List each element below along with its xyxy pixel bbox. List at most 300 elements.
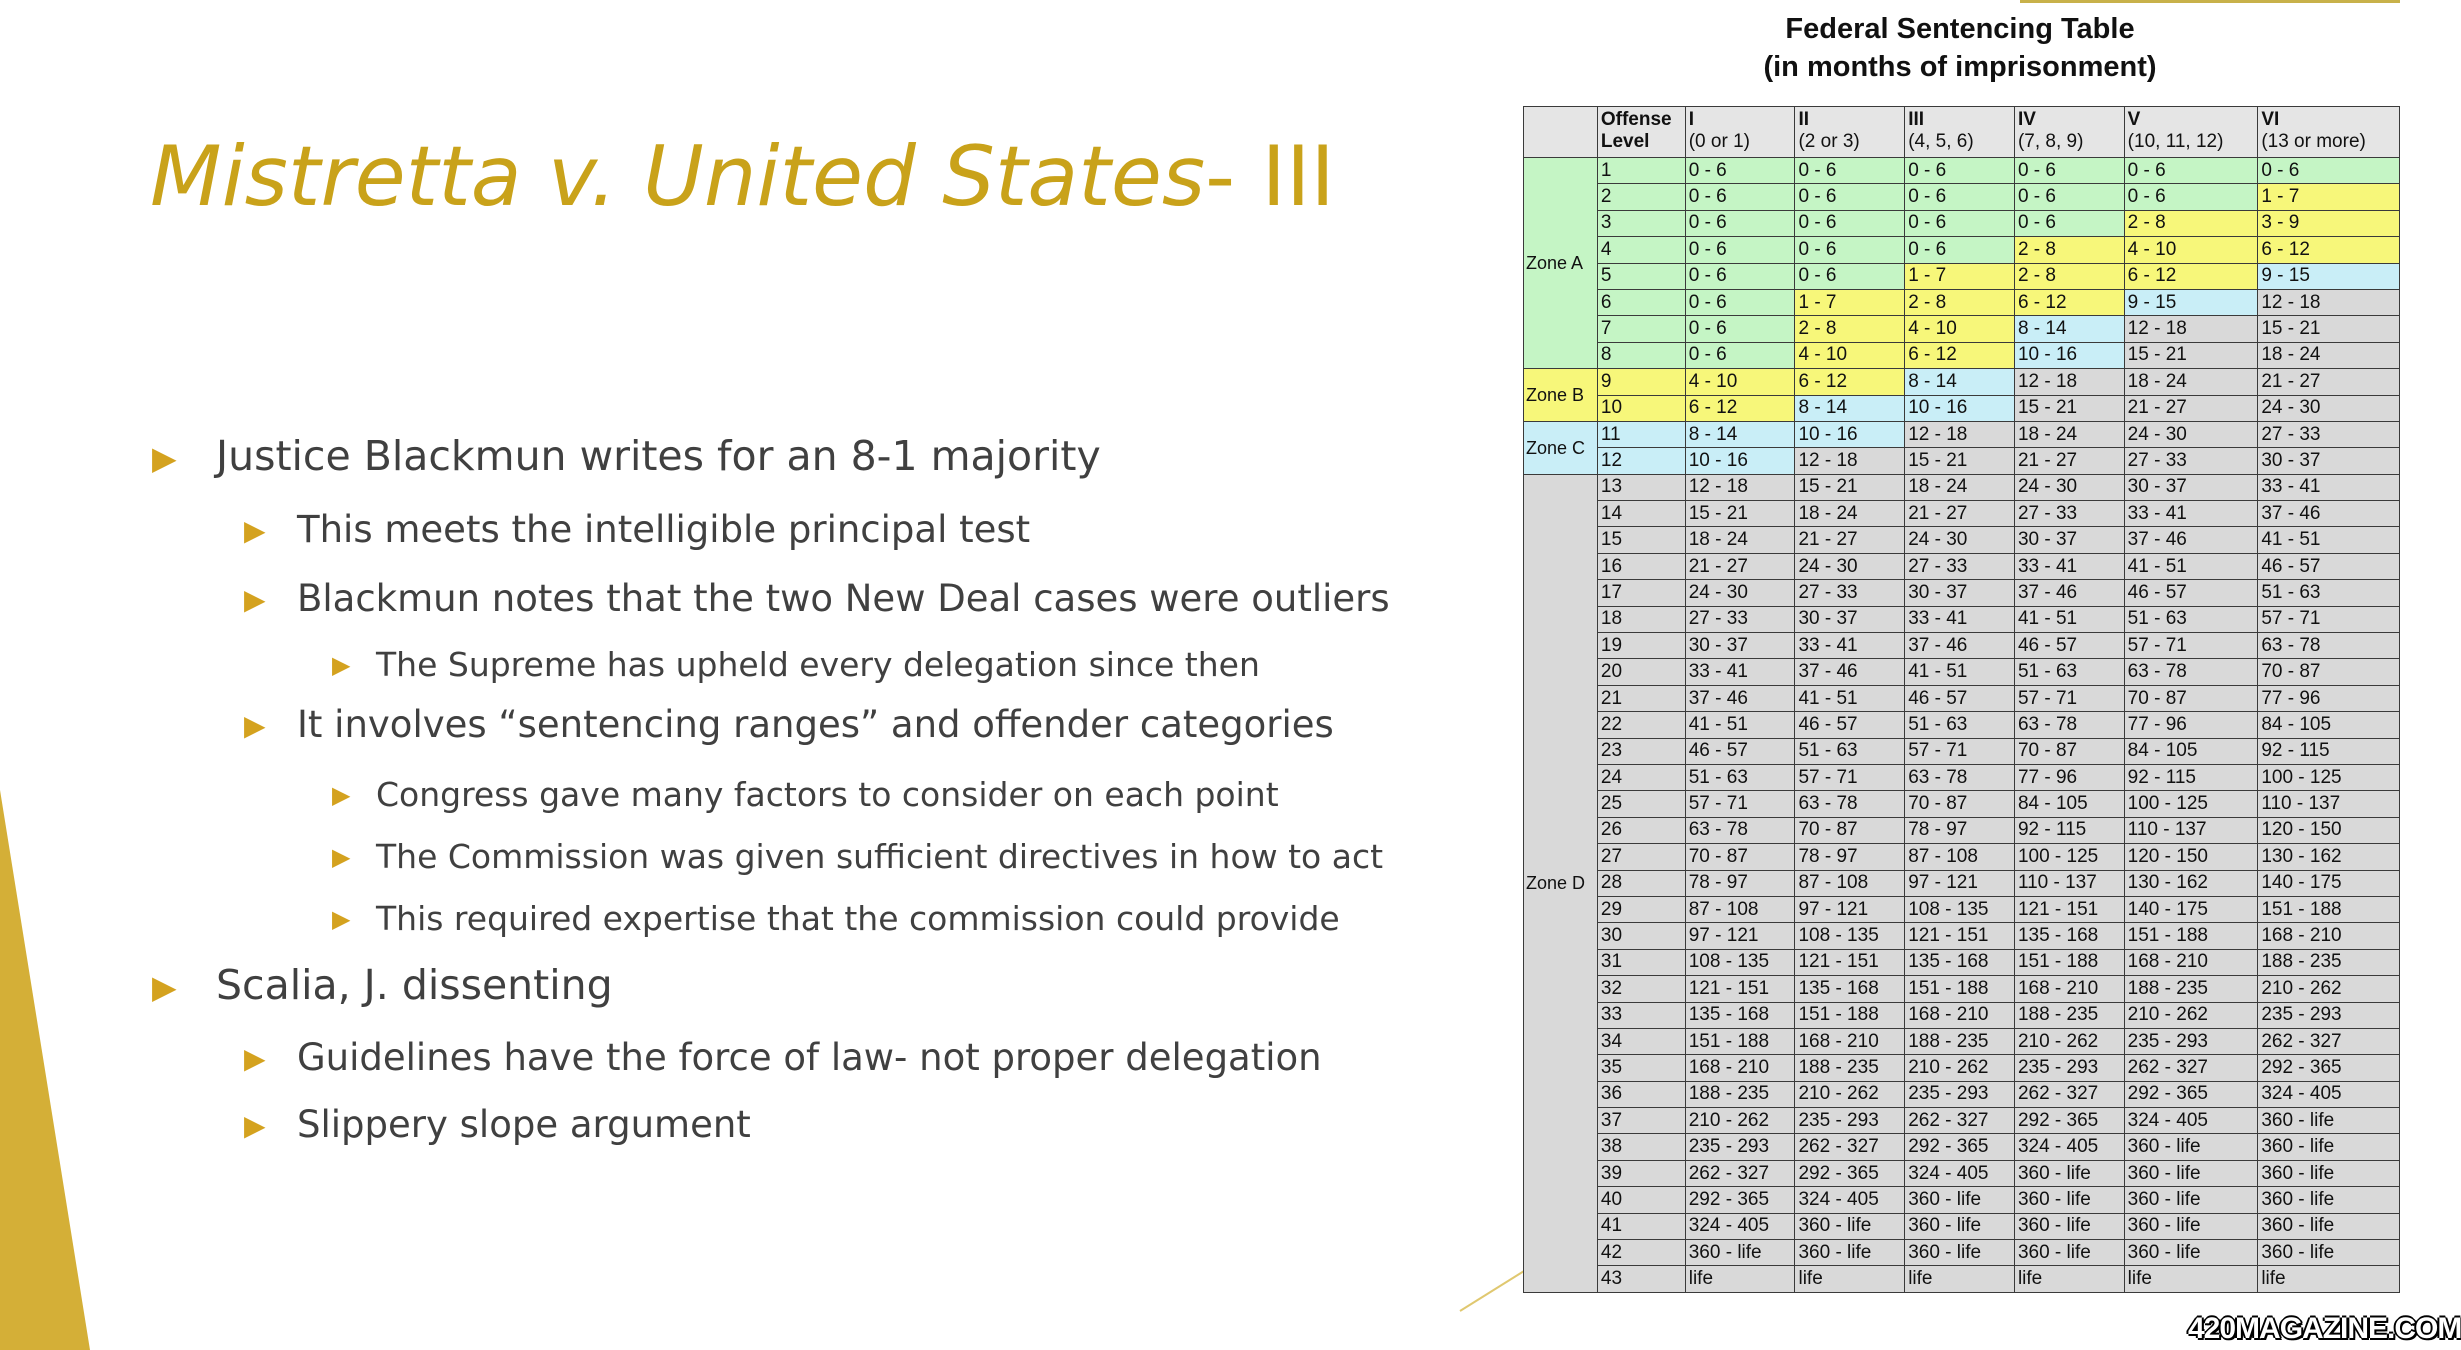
range-cell: 235 - 293 (1795, 1108, 1905, 1134)
table-row (1524, 738, 2400, 764)
range-cell: 0 - 6 (2014, 158, 2124, 184)
zone-label: Zone B (1524, 369, 1598, 422)
range-cell: 4 - 10 (1795, 342, 1905, 368)
range-cell: 360 - life (2124, 1160, 2258, 1186)
range-cell: 27 - 33 (2014, 501, 2124, 527)
range-cell: 2 - 8 (2014, 263, 2124, 289)
triangle-right-icon: ▶ (244, 1042, 266, 1075)
range-cell: 0 - 6 (1685, 184, 1795, 210)
range-cell: 360 - life (2124, 1213, 2258, 1239)
range-cell: 24 - 30 (2124, 421, 2258, 447)
range-cell: 324 - 405 (1685, 1213, 1795, 1239)
bullet-text: Justice Blackmun writes for an 8-1 majority (216, 432, 1101, 480)
range-cell: 0 - 6 (1685, 316, 1795, 342)
range-cell: 262 - 327 (1795, 1134, 1905, 1160)
range-cell: 360 - life (2014, 1240, 2124, 1266)
range-cell: 360 - life (2124, 1240, 2258, 1266)
range-cell: 18 - 24 (2258, 342, 2400, 368)
offense-level-cell: 42 (1597, 1240, 1685, 1266)
range-cell: 18 - 24 (1795, 501, 1905, 527)
range-cell: 0 - 6 (1685, 158, 1795, 184)
range-cell: 324 - 405 (2124, 1108, 2258, 1134)
range-cell: 360 - life (1685, 1240, 1795, 1266)
table-row (1524, 1213, 2400, 1239)
triangle-right-icon: ▶ (332, 843, 351, 871)
range-cell: 168 - 210 (1685, 1055, 1795, 1081)
range-cell: 121 - 151 (1795, 949, 1905, 975)
range-cell: 77 - 96 (2014, 764, 2124, 790)
range-cell: 92 - 115 (2258, 738, 2400, 764)
table-row (1524, 1240, 2400, 1266)
table-row (1524, 976, 2400, 1002)
table-row (1524, 896, 2400, 922)
range-cell: 2 - 8 (2014, 237, 2124, 263)
range-cell: 57 - 71 (2014, 685, 2124, 711)
range-cell: 0 - 6 (1795, 158, 1905, 184)
table-row (1524, 606, 2400, 632)
range-cell: 151 - 188 (2014, 949, 2124, 975)
table-row (1524, 844, 2400, 870)
range-cell: 92 - 115 (2124, 764, 2258, 790)
range-cell: 27 - 33 (1795, 580, 1905, 606)
range-cell: 0 - 6 (2124, 184, 2258, 210)
range-cell: life (2014, 1266, 2124, 1292)
table-title-line1: Federal Sentencing Table (1785, 13, 2135, 45)
range-cell: 210 - 262 (2014, 1028, 2124, 1054)
offense-level-cell: 20 (1597, 659, 1685, 685)
range-cell: 210 - 262 (1905, 1055, 2015, 1081)
column-header: V (10, 11, 12) (2124, 107, 2258, 158)
range-cell: 12 - 18 (1685, 474, 1795, 500)
zone-label: Zone D (1524, 474, 1598, 1292)
range-cell: 0 - 6 (1685, 263, 1795, 289)
range-cell: 151 - 188 (1905, 976, 2015, 1002)
range-cell: 210 - 262 (1795, 1081, 1905, 1107)
range-cell: 77 - 96 (2124, 712, 2258, 738)
table-row (1524, 237, 2400, 263)
range-cell: 262 - 327 (1905, 1108, 2015, 1134)
triangle-right-icon: ▶ (332, 781, 351, 809)
table-row (1524, 395, 2400, 421)
range-cell: 360 - life (2258, 1240, 2400, 1266)
range-cell: 97 - 121 (1905, 870, 2015, 896)
range-cell: 151 - 188 (1795, 1002, 1905, 1028)
range-cell: 57 - 71 (2124, 633, 2258, 659)
table-row (1524, 448, 2400, 474)
range-cell: 210 - 262 (1685, 1108, 1795, 1134)
range-cell: 0 - 6 (2014, 210, 2124, 236)
range-cell: 21 - 27 (2258, 369, 2400, 395)
table-row (1524, 870, 2400, 896)
table-row (1524, 527, 2400, 553)
range-cell: 324 - 405 (1905, 1160, 2015, 1186)
offense-level-cell: 26 (1597, 817, 1685, 843)
range-cell: 0 - 6 (2124, 158, 2258, 184)
range-cell: 6 - 12 (2014, 289, 2124, 315)
range-cell: 10 - 16 (1795, 421, 1905, 447)
range-cell: 262 - 327 (1685, 1160, 1795, 1186)
range-cell: 51 - 63 (2014, 659, 2124, 685)
table-row (1524, 949, 2400, 975)
range-cell: 27 - 33 (2258, 421, 2400, 447)
offense-level-cell: 22 (1597, 712, 1685, 738)
range-cell: 57 - 71 (1905, 738, 2015, 764)
range-cell: 210 - 262 (2258, 976, 2400, 1002)
range-cell: 235 - 293 (2258, 1002, 2400, 1028)
range-cell: 0 - 6 (1685, 210, 1795, 236)
range-cell: 188 - 235 (2124, 976, 2258, 1002)
table-row (1524, 764, 2400, 790)
range-cell: 12 - 18 (1905, 421, 2015, 447)
range-cell: 2 - 8 (1905, 289, 2015, 315)
range-cell: 30 - 37 (1905, 580, 2015, 606)
range-cell: 12 - 18 (2014, 369, 2124, 395)
table-header-row (1524, 107, 2400, 158)
table-title (1720, 10, 2200, 86)
table-row (1524, 553, 2400, 579)
offense-level-cell: 19 (1597, 633, 1685, 659)
range-cell: 140 - 175 (2124, 896, 2258, 922)
range-cell: 78 - 97 (1905, 817, 2015, 843)
range-cell: 30 - 37 (2124, 474, 2258, 500)
offense-level-cell: 12 (1597, 448, 1685, 474)
column-header: VI (13 or more) (2258, 107, 2400, 158)
range-cell: 0 - 6 (1685, 289, 1795, 315)
range-cell: 235 - 293 (1905, 1081, 2015, 1107)
bullet-text: This required expertise that the commission could provide (376, 899, 1340, 938)
range-cell: 108 - 135 (1685, 949, 1795, 975)
range-cell: 188 - 235 (2014, 1002, 2124, 1028)
offense-level-cell: 2 (1597, 184, 1685, 210)
range-cell: 235 - 293 (1685, 1134, 1795, 1160)
range-cell: 292 - 365 (2124, 1081, 2258, 1107)
range-cell: 324 - 405 (2258, 1081, 2400, 1107)
range-cell: 24 - 30 (1685, 580, 1795, 606)
triangle-right-icon: ▶ (152, 439, 177, 477)
triangle-right-icon: ▶ (332, 651, 351, 679)
range-cell: 360 - life (1905, 1240, 2015, 1266)
range-cell: 57 - 71 (1685, 791, 1795, 817)
triangle-right-icon: ▶ (244, 583, 266, 616)
range-cell: 92 - 115 (2014, 817, 2124, 843)
table-row (1524, 369, 2400, 395)
range-cell: 27 - 33 (1905, 553, 2015, 579)
range-cell: 121 - 151 (1905, 923, 2015, 949)
range-cell: 360 - life (1795, 1213, 1905, 1239)
offense-level-cell: 11 (1597, 421, 1685, 447)
range-cell: 262 - 327 (2258, 1028, 2400, 1054)
table-row (1524, 1187, 2400, 1213)
range-cell: 51 - 63 (2258, 580, 2400, 606)
range-cell: 51 - 63 (1905, 712, 2015, 738)
range-cell: 6 - 12 (2124, 263, 2258, 289)
table-row (1524, 923, 2400, 949)
range-cell: 110 - 137 (2014, 870, 2124, 896)
range-cell: 140 - 175 (2258, 870, 2400, 896)
range-cell: 27 - 33 (2124, 448, 2258, 474)
table-row (1524, 421, 2400, 447)
range-cell: 24 - 30 (2258, 395, 2400, 421)
range-cell: 100 - 125 (2014, 844, 2124, 870)
slide-title-suffix: - III (1205, 128, 1335, 225)
table-row (1524, 1055, 2400, 1081)
offense-level-cell: 39 (1597, 1160, 1685, 1186)
offense-level-cell: 23 (1597, 738, 1685, 764)
range-cell: 130 - 162 (2124, 870, 2258, 896)
range-cell: 0 - 6 (2258, 158, 2400, 184)
range-cell: 37 - 46 (2124, 527, 2258, 553)
range-cell: 41 - 51 (2258, 527, 2400, 553)
offense-level-cell: 30 (1597, 923, 1685, 949)
range-cell: 135 - 168 (1905, 949, 2015, 975)
offense-level-cell: 25 (1597, 791, 1685, 817)
range-cell: 10 - 16 (2014, 342, 2124, 368)
slide-title (150, 128, 1335, 225)
range-cell: 21 - 27 (2124, 395, 2258, 421)
table-row (1524, 1160, 2400, 1186)
range-cell: 188 - 235 (1685, 1081, 1795, 1107)
range-cell: 78 - 97 (1685, 870, 1795, 896)
range-cell: 18 - 24 (2124, 369, 2258, 395)
offense-level-cell: 13 (1597, 474, 1685, 500)
table-title-line2: (in months of imprisonment) (1763, 51, 2157, 83)
range-cell: 0 - 6 (2014, 184, 2124, 210)
range-cell: 77 - 96 (2258, 685, 2400, 711)
offense-level-cell: 24 (1597, 764, 1685, 790)
range-cell: 10 - 16 (1685, 448, 1795, 474)
range-cell: 360 - life (2258, 1160, 2400, 1186)
range-cell: 3 - 9 (2258, 210, 2400, 236)
range-cell: 360 - life (1905, 1187, 2015, 1213)
range-cell: 87 - 108 (1685, 896, 1795, 922)
range-cell: 4 - 10 (2124, 237, 2258, 263)
offense-level-cell: 18 (1597, 606, 1685, 632)
range-cell: 0 - 6 (1905, 210, 2015, 236)
range-cell: 37 - 46 (1685, 685, 1795, 711)
range-cell: 24 - 30 (2014, 474, 2124, 500)
range-cell: 168 - 210 (1905, 1002, 2015, 1028)
triangle-right-icon: ▶ (244, 514, 266, 547)
column-header: II (2 or 3) (1795, 107, 1905, 158)
sentencing-table (1523, 106, 2400, 1293)
sentencing-table-container (1523, 106, 2400, 1293)
range-cell: 110 - 137 (2124, 817, 2258, 843)
range-cell: 24 - 30 (1905, 527, 2015, 553)
range-cell: 8 - 14 (1905, 369, 2015, 395)
range-cell: 0 - 6 (1795, 184, 1905, 210)
range-cell: 30 - 37 (1795, 606, 1905, 632)
range-cell: 18 - 24 (1905, 474, 2015, 500)
range-cell: 70 - 87 (2258, 659, 2400, 685)
range-cell: 8 - 14 (1795, 395, 1905, 421)
table-row (1524, 633, 2400, 659)
table-row (1524, 580, 2400, 606)
column-header: III (4, 5, 6) (1905, 107, 2015, 158)
range-cell: 24 - 30 (1795, 553, 1905, 579)
range-cell: 78 - 97 (1795, 844, 1905, 870)
range-cell: 12 - 18 (1795, 448, 1905, 474)
range-cell: 37 - 46 (1905, 633, 2015, 659)
range-cell: 46 - 57 (2014, 633, 2124, 659)
range-cell: 235 - 293 (2124, 1028, 2258, 1054)
range-cell: 41 - 51 (1905, 659, 2015, 685)
bullet-text: The Supreme has upheld every delegation since then (376, 645, 1260, 684)
offense-level-cell: 43 (1597, 1266, 1685, 1292)
column-header: IV (7, 8, 9) (2014, 107, 2124, 158)
zone-header (1524, 107, 1598, 158)
range-cell: 63 - 78 (2124, 659, 2258, 685)
range-cell: 110 - 137 (2258, 791, 2400, 817)
offense-level-cell: 21 (1597, 685, 1685, 711)
range-cell: 33 - 41 (2014, 553, 2124, 579)
offense-level-cell: 27 (1597, 844, 1685, 870)
range-cell: 1 - 7 (1795, 289, 1905, 315)
table-row (1524, 791, 2400, 817)
range-cell: 30 - 37 (2258, 448, 2400, 474)
range-cell: 168 - 210 (2258, 923, 2400, 949)
range-cell: 262 - 327 (2014, 1081, 2124, 1107)
range-cell: 6 - 12 (1905, 342, 2015, 368)
range-cell: 100 - 125 (2258, 764, 2400, 790)
range-cell: 6 - 12 (1795, 369, 1905, 395)
range-cell: 57 - 71 (2258, 606, 2400, 632)
range-cell: 21 - 27 (2014, 448, 2124, 474)
range-cell: 188 - 235 (1905, 1028, 2015, 1054)
bullet-text: This meets the intelligible principal test (297, 508, 1031, 551)
triangle-right-icon: ▶ (152, 968, 177, 1006)
bullet-text: Slippery slope argument (297, 1103, 751, 1146)
offense-level-cell: 17 (1597, 580, 1685, 606)
table-row (1524, 501, 2400, 527)
triangle-right-icon: ▶ (244, 1109, 266, 1142)
range-cell: 2 - 8 (2124, 210, 2258, 236)
table-row (1524, 817, 2400, 843)
range-cell: life (2258, 1266, 2400, 1292)
range-cell: 84 - 105 (2258, 712, 2400, 738)
range-cell: 33 - 41 (2258, 474, 2400, 500)
table-row (1524, 210, 2400, 236)
range-cell: life (1795, 1266, 1905, 1292)
range-cell: 151 - 188 (1685, 1028, 1795, 1054)
range-cell: 135 - 168 (1685, 1002, 1795, 1028)
range-cell: 360 - life (2124, 1187, 2258, 1213)
offense-level-cell: 16 (1597, 553, 1685, 579)
slide-title-case: Mistretta v. United States (150, 128, 1206, 225)
offense-level-cell: 34 (1597, 1028, 1685, 1054)
offense-level-cell: 35 (1597, 1055, 1685, 1081)
range-cell: life (1685, 1266, 1795, 1292)
column-header: I (0 or 1) (1685, 107, 1795, 158)
bullet-text: Blackmun notes that the two New Deal cases were outliers (297, 577, 1390, 620)
table-row (1524, 1108, 2400, 1134)
range-cell: 121 - 151 (1685, 976, 1795, 1002)
range-cell: 2 - 8 (1795, 316, 1905, 342)
range-cell: 15 - 21 (1685, 501, 1795, 527)
range-cell: 87 - 108 (1795, 870, 1905, 896)
range-cell: 70 - 87 (1795, 817, 1905, 843)
range-cell: life (2124, 1266, 2258, 1292)
offense-level-cell: 15 (1597, 527, 1685, 553)
range-cell: 46 - 57 (1795, 712, 1905, 738)
range-cell: 360 - life (2014, 1160, 2124, 1186)
table-row (1524, 1134, 2400, 1160)
range-cell: 70 - 87 (1685, 844, 1795, 870)
watermark: 420MAGAZINE.COM (2188, 1312, 2461, 1345)
table-row (1524, 1266, 2400, 1292)
range-cell: 108 - 135 (1795, 923, 1905, 949)
range-cell: 168 - 210 (2124, 949, 2258, 975)
range-cell: 6 - 12 (2258, 237, 2400, 263)
range-cell: 18 - 24 (2014, 421, 2124, 447)
range-cell: 0 - 6 (1905, 237, 2015, 263)
range-cell: 108 - 135 (1905, 896, 2015, 922)
bullet-text: Scalia, J. dissenting (216, 961, 613, 1009)
range-cell: 292 - 365 (2014, 1108, 2124, 1134)
table-row (1524, 685, 2400, 711)
offense-level-cell: 9 (1597, 369, 1685, 395)
range-cell: 46 - 57 (1685, 738, 1795, 764)
offense-level-cell: 31 (1597, 949, 1685, 975)
range-cell: 33 - 41 (2124, 501, 2258, 527)
offense-level-cell: 6 (1597, 289, 1685, 315)
range-cell: 70 - 87 (2014, 738, 2124, 764)
zone-label: Zone C (1524, 421, 1598, 474)
table-row (1524, 474, 2400, 500)
range-cell: 37 - 46 (2014, 580, 2124, 606)
range-cell: 9 - 15 (2124, 289, 2258, 315)
range-cell: 33 - 41 (1905, 606, 2015, 632)
range-cell: 324 - 405 (1795, 1187, 1905, 1213)
range-cell: 33 - 41 (1685, 659, 1795, 685)
range-cell: 0 - 6 (1795, 263, 1905, 289)
range-cell: 21 - 27 (1795, 527, 1905, 553)
range-cell: 120 - 150 (2124, 844, 2258, 870)
table-row (1524, 289, 2400, 315)
range-cell: 0 - 6 (1905, 184, 2015, 210)
range-cell: 120 - 150 (2258, 817, 2400, 843)
table-row (1524, 158, 2400, 184)
range-cell: 63 - 78 (1905, 764, 2015, 790)
range-cell: 168 - 210 (2014, 976, 2124, 1002)
range-cell: 51 - 63 (2124, 606, 2258, 632)
offense-level-cell: 5 (1597, 263, 1685, 289)
range-cell: 8 - 14 (2014, 316, 2124, 342)
range-cell: 37 - 46 (2258, 501, 2400, 527)
table-row (1524, 1081, 2400, 1107)
decorative-gold-line (1459, 1268, 1528, 1312)
offense-level-cell: 7 (1597, 316, 1685, 342)
range-cell: 84 - 105 (2124, 738, 2258, 764)
range-cell: 292 - 365 (1795, 1160, 1905, 1186)
range-cell: 121 - 151 (2014, 896, 2124, 922)
range-cell: 1 - 7 (2258, 184, 2400, 210)
offense-level-cell: 4 (1597, 237, 1685, 263)
range-cell: 15 - 21 (2258, 316, 2400, 342)
range-cell: 360 - life (2258, 1108, 2400, 1134)
range-cell: 10 - 16 (1905, 395, 2015, 421)
range-cell: 30 - 37 (1685, 633, 1795, 659)
range-cell: 0 - 6 (1795, 237, 1905, 263)
table-row (1524, 712, 2400, 738)
range-cell: 87 - 108 (1905, 844, 2015, 870)
range-cell: 18 - 24 (1685, 527, 1795, 553)
range-cell: 360 - life (2014, 1213, 2124, 1239)
range-cell: 235 - 293 (2014, 1055, 2124, 1081)
range-cell: 70 - 87 (2124, 685, 2258, 711)
range-cell: 9 - 15 (2258, 263, 2400, 289)
range-cell: 292 - 365 (2258, 1055, 2400, 1081)
table-row (1524, 342, 2400, 368)
